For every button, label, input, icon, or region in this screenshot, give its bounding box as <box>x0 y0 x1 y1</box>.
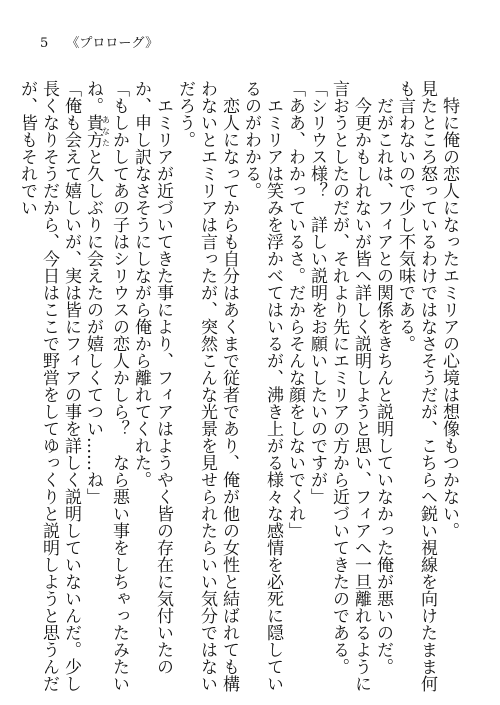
paragraph: エミリアは笑みを浮かべてはいるが、沸き上がる様々な感情を必死に隠しているのがわかる。 <box>241 80 283 692</box>
paragraph: 「もしかしてあの子はシリウスの恋人かしら？ なら悪い事をしちゃったみたいね。貴方あなたと久しぶりに会えたのが嬉しくてつい……ね」 <box>83 80 129 692</box>
paragraph: 「俺も会えて嬉しいが、実は皆にフィアの事を詳しく説明していないんだ。少し長くなりそうだから、今日はここで野営をしてゆっくりと説明しようと思うんだが、皆もそれでい <box>17 80 81 692</box>
paragraph: 「シリウス様？ 詳しい説明をお願いしたいのですが」 <box>307 80 327 505</box>
paragraph: 恋人になってからも自分はあくまで従者であり、俺が他の女性と結ばれても構わないとエミリアは言ったが、突然こんな光景を見せられたらいい気分ではないだろう。 <box>175 80 239 692</box>
paragraph: 特に俺の恋人になったエミリアの心境は想像もつかない。 <box>439 97 459 539</box>
page-header <box>40 36 158 52</box>
chapter-title: 《プロローグ》 <box>66 36 159 51</box>
paragraph: 「ああ、わかっているさ。だからそんな顔をしないでくれ」 <box>285 80 305 539</box>
ruby-reading: あなた <box>101 114 111 148</box>
ruby-annotation: 貴方あなた <box>83 114 111 148</box>
paragraph: エミリアが近づいてきた事により、フィアはようやく皆の存在に気付いたのか、申し訳なさそうにしながら俺から離れてくれた。 <box>131 80 173 675</box>
paragraph: 今更かもしれないが皆へ詳しく説明しようと思い、フィアへ一旦離れるように言おうとしたのだが、それより先にエミリアの方から近づいてきたのである。 <box>329 80 371 692</box>
paragraph: だがこれは、フィアとの関係をきちんと説明していなかった俺が悪いのだ。 <box>373 97 393 675</box>
paragraph: 見たところ怒っているわけではなさそうだが、こちらへ鋭い視線を向けたまま何も言わないので少し不気味である。 <box>395 80 437 692</box>
page-number: 5 <box>40 36 49 51</box>
vertical-text-body <box>17 80 460 692</box>
